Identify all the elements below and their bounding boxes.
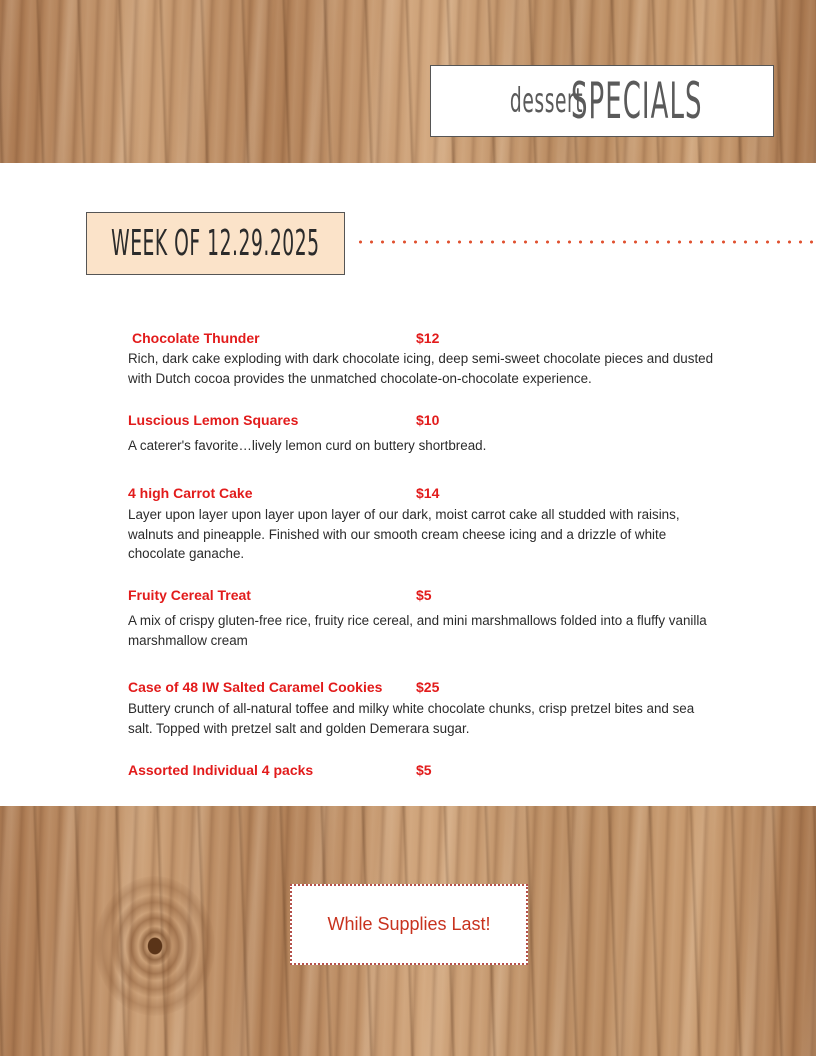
- menu-item-name: Chocolate Thunder: [132, 330, 260, 346]
- dotted-divider: [355, 240, 816, 244]
- title-box: [430, 65, 774, 137]
- menu-item-description: Rich, dark cake exploding with dark chocolate icing, deep semi-sweet chocolate pieces and dusted with Dutch cocoa provides the unmatched chocolate-on-chocolate experience.: [128, 351, 714, 386]
- menu-item-description: A caterer's favorite…lively lemon curd on buttery shortbread.: [128, 438, 487, 453]
- menu-item-price: $10: [416, 412, 440, 428]
- menu-item-name: Fruity Cereal Treat: [128, 587, 251, 603]
- menu-item-name: 4 high Carrot Cake: [128, 485, 253, 501]
- menu-item-price: $14: [416, 485, 440, 501]
- menu-item-price: $5: [416, 762, 432, 778]
- title-small-text: dessert: [509, 81, 584, 121]
- menu-item-price: $5: [416, 587, 432, 603]
- supplies-notice-text: While Supplies Last!: [327, 914, 491, 934]
- menu-item-description: A mix of crispy gluten-free rice, fruity rice cereal, and mini marshmallows folded into a fluffy vanilla marshmallow cream: [128, 613, 707, 648]
- week-box: [86, 212, 345, 275]
- menu-item-price: $25: [416, 679, 440, 695]
- supplies-notice-box: [290, 884, 528, 965]
- wood-knot: [95, 876, 215, 1016]
- menu-item-description: Buttery crunch of all-natural toffee and milky white chocolate chunks, crisp pretzel bites and sea salt. Topped with pretzel salt and golden Demerara sugar.: [128, 701, 695, 736]
- week-label: WEEK OF 12.29.2025: [111, 223, 320, 264]
- menu-item-name: Case of 48 IW Salted Caramel Cookies: [128, 679, 383, 695]
- menu-item-description: Layer upon layer upon layer upon layer of our dark, moist carrot cake all studded with raisins, walnuts and pineapple. Finished with our smooth cream cheese icing and a drizzle of white chocolate ganache.: [128, 507, 680, 561]
- menu-item-name: Luscious Lemon Squares: [128, 412, 299, 428]
- title-big-text: SPECIALS: [571, 72, 703, 130]
- menu-item-price: $12: [416, 330, 440, 346]
- menu-item-name: Assorted Individual 4 packs: [128, 762, 314, 778]
